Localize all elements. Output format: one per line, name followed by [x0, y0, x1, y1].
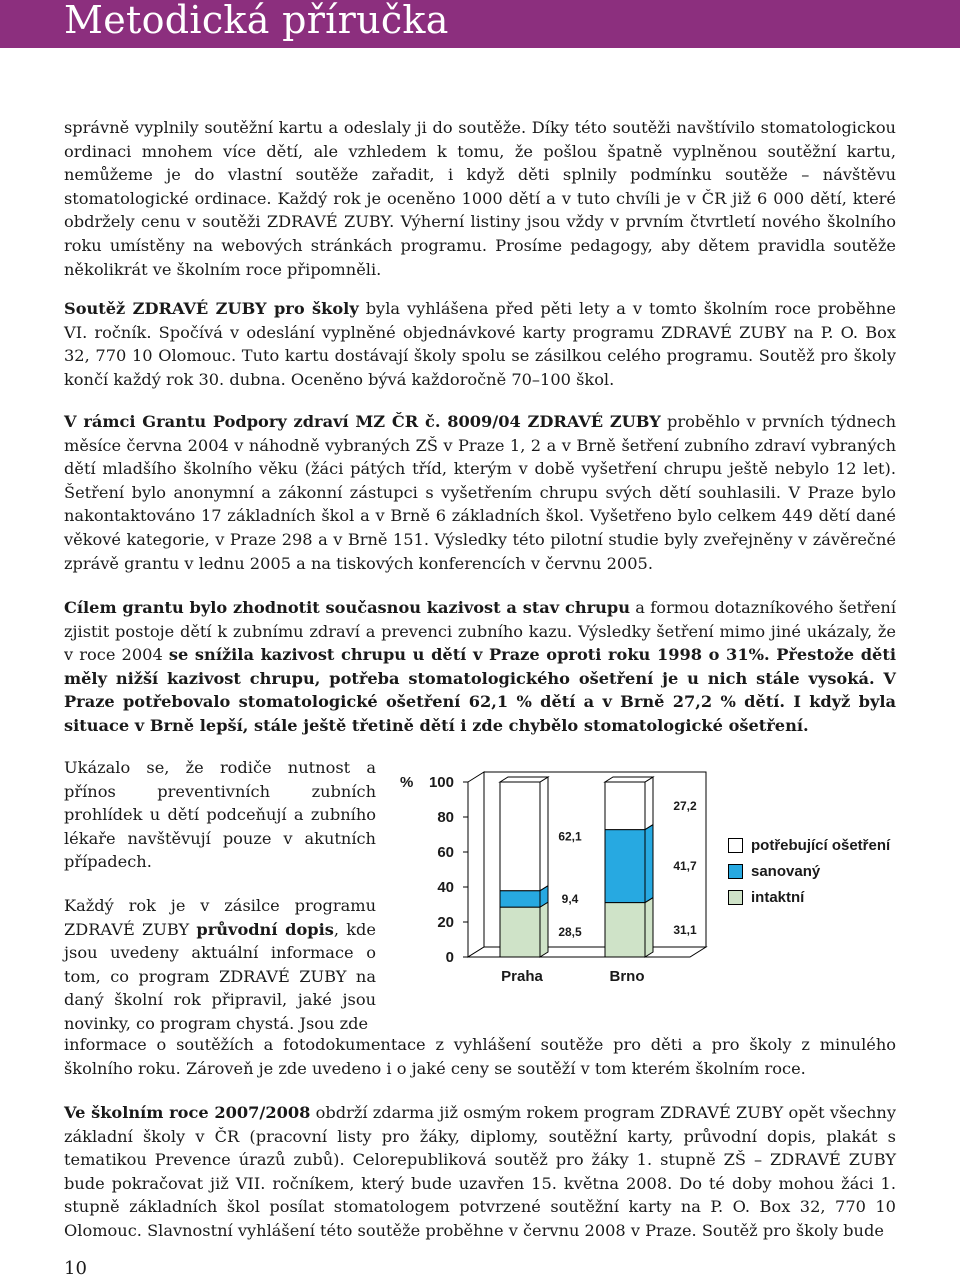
- bar-Praha-2: [500, 782, 540, 891]
- page-number: 10: [64, 1258, 87, 1279]
- y-tick-label: 80: [437, 809, 454, 826]
- grant-results-bold: se snížila kazivost chrupu u dětí v Praze oproti roku 1998 o 31%. Přestože děti měly nižší kazivost chrupu, potřeba stomatologického ošetření je u nich stále vysoká. V Praze potřebovalo stomatologické ošetření 62,1 % dětí a v Brně 27,2 % dětí. I když byla situace v Brně lepší, stále ještě třetině dětí i zde chybělo stomatologické ošetření.: [64, 645, 896, 735]
- data-label: 62,1: [558, 829, 582, 844]
- paragraph-grant: [64, 410, 896, 575]
- data-label: 41,7: [673, 859, 697, 874]
- bar-Brno-0: [605, 903, 645, 957]
- legend-item: [728, 858, 890, 884]
- cover-letter-text-a: Každý rok je v zásilce programu ZDRAVÉ ZUBY: [64, 896, 376, 939]
- school-year-heading: Ve školním roce 2007/2008: [64, 1103, 311, 1122]
- legend-label: intaktní: [751, 888, 805, 906]
- stacked-bar-chart: [390, 748, 910, 998]
- legend-label: sanovaný: [751, 862, 821, 880]
- data-label: 28,5: [558, 925, 582, 940]
- school-competition-text: byla vyhlášena před pěti lety a v tomto školním roce proběhne VI. ročník. Spočívá v odeslání vyplněné objednávkové karty programu ZDRAVÉ ZUBY na P. O. Box 32, 770 10 Olomouc. Tuto kartu dostávají školy spolu se zásilkou celého programu. Soutěž pro školy končí každý rok 30. dubna. Oceněno bývá každoročně 70–100 škol.: [64, 299, 896, 389]
- data-label: 31,1: [673, 922, 697, 937]
- cover-letter-bold: průvodní dopis: [196, 919, 334, 939]
- bar-Praha-1: [500, 891, 540, 907]
- bar-Brno-2: [605, 782, 645, 830]
- legend-swatch: [728, 864, 743, 879]
- y-tick-label: 0: [445, 949, 454, 966]
- y-tick-label: 100: [428, 774, 454, 791]
- grant-goal-text: a formou dotazníkového šetření zjistit postoje dětí k zubnímu zdraví a prevenci zubního kazu. Výsledky šetření mimo jiné ukázaly, že v roce 2004: [64, 598, 897, 665]
- y-axis-label: %: [400, 774, 414, 791]
- bar-side-Brno-2: [645, 777, 653, 830]
- legend-label: potřebující ošetření: [751, 836, 891, 854]
- chart-legend: [728, 832, 890, 910]
- grant-heading: V rámci Grantu Podpory zdraví MZ ČR č. 8009/04 ZDRAVÉ ZUBY: [64, 412, 661, 431]
- x-tick-label: Brno: [609, 968, 645, 985]
- data-label: 27,2: [673, 798, 697, 813]
- paragraph-school-year: [64, 1101, 896, 1243]
- grant-goal-bold: Cílem grantu bylo zhodnotit současnou kazivost a stav chrupu: [64, 598, 630, 617]
- bar-side-Praha-2: [540, 777, 548, 891]
- bar-top-Praha: [500, 777, 548, 782]
- cover-letter-text-b: , kde jsou uvedeny aktuální informace o tom, co program ZDRAVÉ ZUBY na daný školní rok připravil, jaké jsou novinky, co program chystá. Jsou zde: [64, 919, 376, 1033]
- paragraph-parents: Ukázalo se, že rodiče nutnost a přínos preventivních zubních prohlídek u dětí podceňují a zubního lékaře navštěvují pouze v akutních případech.: [64, 758, 376, 872]
- data-label: 9,4: [561, 891, 579, 906]
- legend-item: [728, 884, 890, 910]
- legend-swatch: [728, 838, 743, 853]
- paragraph-competition-info: informace o soutěžích a fotodokumentace z vyhlášení soutěže pro děti a pro školy z minulého školního roku. Zároveň je zde uvedeno i o jaké ceny se soutěží v tom kterém školním roce.: [64, 1035, 896, 1078]
- bar-side-Praha-0: [540, 902, 548, 957]
- legend-swatch: [728, 890, 743, 905]
- y-tick-label: 20: [437, 914, 454, 931]
- bar-side-Brno-1: [645, 825, 653, 903]
- page-title: Metodická příručka: [64, 0, 449, 42]
- grant-text: proběhlo v prvních týdnech měsíce června 2004 v náhodně vybraných ZŠ v Praze 1, 2 a v Brně šetření zubního zdraví vybraných dětí mladšího školního věku (žáci pátých tříd, kterým v době vyšetření chrupu ještě nebylo 12 let). Šetření bylo anonymní a zákonní zástupci s vyšetřením chrupu svých dětí souhlasili. V Praze bylo nakontaktováno 17 základních škol a v Brně 6 základních škol. Vyšetřeno bylo celkem 449 dětí dané věkové kategorie, v Praze 298 a v Brně 151. Výsledky této pilotní studie byly zveřejněny v závěrečné zprávě grantu v lednu 2005 a na tiskových konferencích v červnu 2005.: [64, 412, 897, 573]
- paragraph-cover-letter: [64, 894, 376, 1036]
- legend-item: [728, 832, 890, 858]
- bar-side-Brno-0: [645, 898, 653, 957]
- y-tick-label: 40: [437, 879, 454, 896]
- bar-Brno-1: [605, 830, 645, 903]
- paragraph-school-competition: [64, 297, 896, 391]
- school-year-text: obdrží zdarma již osmým rokem program ZDRAVÉ ZUBY opět všechny základní školy v ČR (pracovní listy pro žáky, diplomy, soutěžní karty, průvodní dopis, plakát s tematikou Prevence úrazů zubů). Celorepubliková soutěž pro žáky 1. stupně ZŠ – ZDRAVÉ ZUBY bude pokračovat již VII. ročníkem, který bude uzavřen 15. května 2008. Do té doby mohou žáci 1. stupně základních škol posílat stomatologem potvrzené soutěžní karty na P. O. Box 32, 770 10 Olomouc. Slavnostní vyhlášení této soutěže proběhne v červnu 2008 v Praze. Soutěž pro školy bude: [64, 1103, 896, 1240]
- bar-top-Brno: [605, 777, 653, 782]
- y-tick-label: 60: [437, 844, 454, 861]
- x-tick-label: Praha: [501, 968, 543, 985]
- school-competition-heading: Soutěž ZDRAVÉ ZUBY pro školy: [64, 299, 359, 318]
- bar-Praha-0: [500, 907, 540, 957]
- chart-side-wall: [468, 772, 484, 957]
- page-header: [0, 0, 960, 48]
- paragraph-grant-goal: [64, 596, 896, 738]
- paragraph-competition-cards: správně vyplnily soutěžní kartu a odeslaly ji do soutěže. Díky této soutěži navštívilo stomatologickou ordinaci mnohem více dětí, ale vzhledem k tomu, že pošlou špatně vyplněnou soutěžní kartu, nemůžeme je do vlastní soutěže zařadit, i když děti splnily podmínku soutěže – návštěvu stomatologické ordinace. Každý rok je oceněno 1000 dětí a v tuto chvíli je v ČR již 6 000 dětí, které obdržely cenu v soutěži ZDRAVÉ ZUBY. Výherní listiny jsou vždy v prvním čtvrtletí nového školního roku umístěny na webových stránkách programu. Prosíme pedagogy, aby dětem pravidla soutěže několikrát ve školním roce připomněli.: [64, 118, 896, 279]
- chart-plot: [390, 748, 730, 998]
